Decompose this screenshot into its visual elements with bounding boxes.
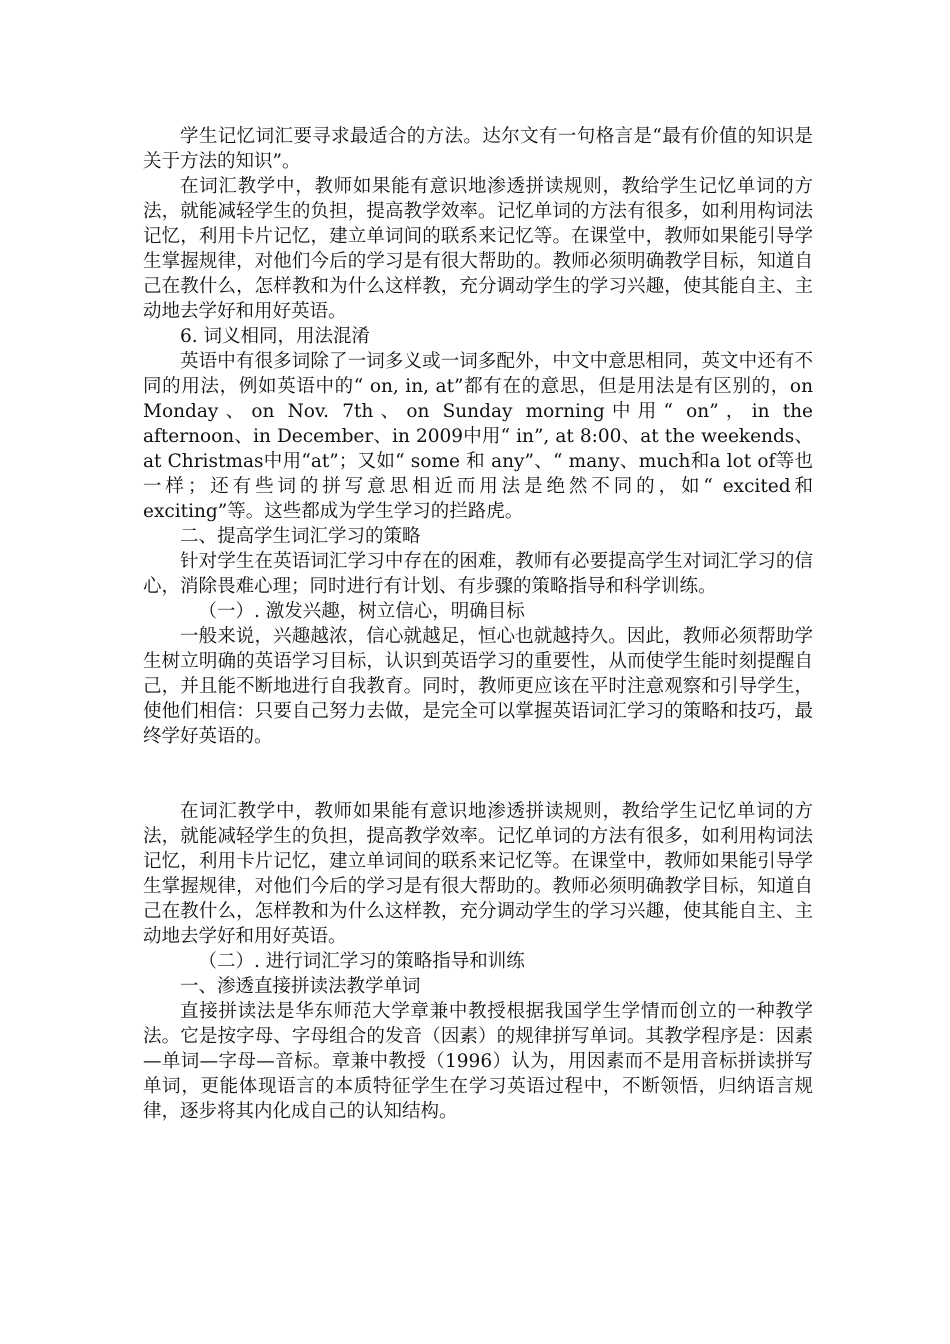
heading-6-same-meaning: 6. 词义相同，用法混淆 [180, 326, 371, 347]
paragraph-interest: 一般来说，兴趣越浓，信心就越足，恒心也就越持久。因此，教师必须帮助学生树立明确的英语学习目标，认识到英语学习的重要性，从而使学生能时刻提醒自己，并且能不断地进行自我教育。同时，教师更应该在平时注意观察和引导学生，使他们相信：只要自己努力去做，是完全可以掌握英语词汇学习的策略和技巧，最终学好英语的。 [143, 626, 813, 747]
heading-interest-confidence: （一）. 激发兴趣，树立信心，明确目标 [198, 601, 525, 622]
paragraph-method-motto: 学生记忆词汇要寻求最适合的方法。达尔文有一句格言是“最有价值的知识是关于方法的知识”。 [143, 126, 813, 172]
heading-strategy-guidance: （二）. 进行词汇学习的策略指导和训练 [198, 951, 525, 972]
document-page [143, 124, 813, 1124]
paragraph-difficulties: 针对学生在英语词汇学习中存在的困难，教师有必要提高学生对词汇学习的信心，消除畏难心理；同时进行有计划、有步骤的策略指导和科学训练。 [143, 551, 813, 597]
heading-direct-phonics: 一、渗透直接拼读法教学单词 [180, 976, 421, 997]
heading-strategies: 二、提高学生词汇学习的策略 [180, 526, 421, 547]
paragraph-prepositions: 英语中有很多词除了一词多义或一词多配外，中文中意思相同，英文中还有不同的用法，例如英语中的“ on, in, at”都有在的意思，但是用法是有区别的，on Monday、on Nov. 7th、on Sunday morning中用“ on”，in the afternoon、in December、in 2009中用“ in”, at 8:00、at the weekends、at Christmas中用“at”；又如“ some 和 any”、“ many、much和a lot of等也一样；还有些词的拼写意思相近而用法是绝然不同的，如“ excited和exciting”等。这些都成为学生学习的拦路虎。 [143, 351, 813, 522]
paragraph-direct-phonics: 直接拼读法是华东师范大学章兼中教授根据我国学生学情而创立的一种教学法。它是按字母、字母组合的发音（因素）的规律拼写单词。其教学程序是：因素—单词—字母—音标。章兼中教授（1996）认为，用因素而不是用音标拼读拼写单词，更能体现语言的本质特征学生在学习英语过程中，不断领悟，归纳语言规律，逐步将其内化成自己的认知结构。 [143, 1001, 813, 1122]
paragraph-vocab-teaching-2: 在词汇教学中，教师如果能有意识地渗透拼读规则，教给学生记忆单词的方法，就能减轻学生的负担，提高教学效率。记忆单词的方法有很多，如利用构词法记忆，利用卡片记忆，建立单词间的联系来记忆等。在课堂中，教师如果能引导学生掌握规律，对他们今后的学习是有很大帮助的。教师必须明确教学目标，知道自己在教什么，怎样教和为什么这样教，充分调动学生的学习兴趣，使其能自主、主动地去学好和用好英语。 [143, 801, 813, 947]
paragraph-vocab-teaching-1: 在词汇教学中，教师如果能有意识地渗透拼读规则，教给学生记忆单词的方法，就能减轻学生的负担，提高教学效率。记忆单词的方法有很多，如利用构词法记忆，利用卡片记忆，建立单词间的联系来记忆等。在课堂中，教师如果能引导学生掌握规律，对他们今后的学习是有很大帮助的。教师必须明确教学目标，知道自己在教什么，怎样教和为什么这样教，充分调动学生的学习兴趣，使其能自主、主动地去学好和用好英语。 [143, 176, 813, 322]
blank-line [143, 749, 813, 799]
